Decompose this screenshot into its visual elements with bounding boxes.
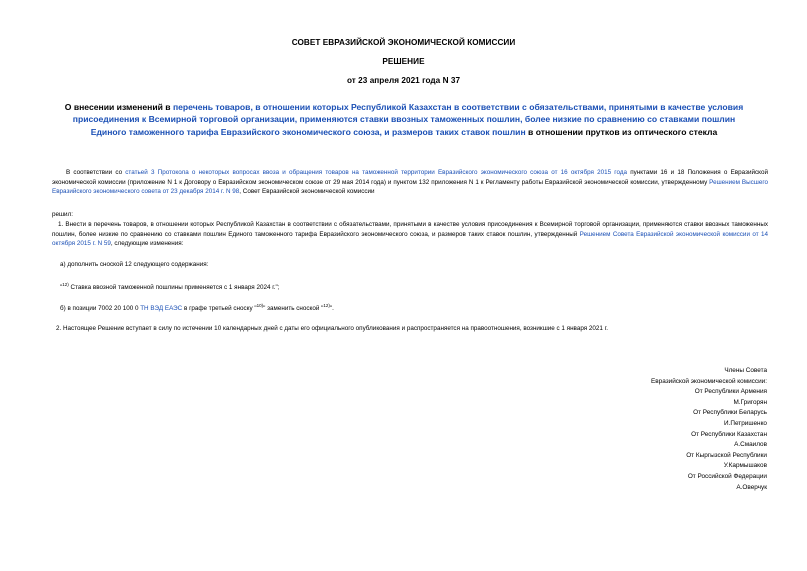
sub-item-b-text-1: б) в позиции 7002 20 100 0	[60, 305, 141, 313]
new-footnote-ref: 12)	[323, 303, 330, 308]
title-link-goods-list[interactable]: перечень товаров, в отношении которых Республикой Казахстан в соответствии с обязательствами, принятыми в качестве условия присоединения к Всемирной торговой организации, применяются ставки ввозных таможенных пошлин, более низкие по сравнению со ставками пошлин Единого таможенного тарифа Евразийского экономического союза, и размеров таких ставок пошлин	[72, 102, 744, 137]
preamble-paragraph	[52, 168, 768, 197]
signature-line: А.Оверчук	[736, 483, 767, 491]
council-decision-59-link[interactable]: Решением Совета Евразийской экономической комиссии от 14 октября 2015 г. N 59	[52, 230, 768, 248]
signature-block	[651, 366, 767, 493]
sub-item-a: а) дополнить сноской 12 следующего содержания:	[60, 261, 209, 268]
signature-line: От Российской Федерации	[687, 472, 767, 480]
item-1-text-1: 1. Внести в перечень товаров, в отношении которых Республикой Казахстан в соответствии с обязательствами, принятыми в качестве условия присоединения к Всемирной торговой организации, применяются ставки ввозных таможенных пошлин, более низкие по сравнению со ставками пошлин Единого таможенного тарифа Евразийского экономического союза, и размеров таких ставок пошлин, утвержденный	[52, 221, 768, 238]
document-date-number: от 23 апреля 2021 года N 37	[346, 76, 461, 85]
preamble-text-3: , Совет Евразийской экономической комиссии	[239, 188, 375, 196]
sub-item-b	[60, 301, 334, 313]
title-text-end: в отношении прутков из оптического стекла	[525, 126, 718, 137]
signature-line: От Республики Казахстан	[691, 430, 767, 438]
signature-line: От Республики Армения	[694, 388, 767, 396]
document-title	[64, 101, 744, 138]
footnote-number: 12)	[62, 282, 69, 287]
item-1-paragraph	[52, 220, 768, 249]
signature-line: И.Петришенко	[724, 419, 767, 427]
preamble-text-1: В соответствии со	[66, 169, 126, 176]
signature-line: От Республики Беларусь	[693, 409, 767, 417]
sub-item-b-text-4: ".	[329, 305, 334, 313]
old-footnote-ref: 10)	[256, 303, 264, 308]
decided-label: решил:	[52, 211, 73, 218]
footnote-quote: "	[60, 284, 63, 292]
title-text-start: О внесении изменений в	[64, 102, 173, 112]
supreme-council-decision-link[interactable]: Решением Высшего Евразийского экономического совета от 23 декабря 2014 г. N 98	[52, 178, 768, 196]
footnote-12-text	[60, 280, 279, 292]
item-1-text-2: , следующие изменения:	[110, 240, 184, 248]
protocol-article-link[interactable]: статьей 3 Протокола о некоторых вопросах ввоза и обращения товаров на таможенной территории Евразийского экономического союза от 16 октября 2015 года	[125, 169, 627, 176]
signature-line: Евразийской экономической комиссии:	[651, 377, 767, 385]
signature-line: М.Григорян	[733, 398, 767, 406]
signature-line: А.Смаилов	[734, 441, 767, 449]
preamble-text-2: пунктами 16 и 18 Положения о Евразийской экономической комиссии (приложение N 1 к Договору о Евразийском экономическом союзе от 29 мая 2014 года) и пунктом 132 приложения N 1 к Регламенту работы Евразийской экономической комиссии, утвержденному	[52, 169, 768, 186]
signature-line: У.Кармышаков	[723, 462, 767, 470]
tn-ved-link[interactable]: ТН ВЭД ЕАЭС	[140, 305, 183, 313]
footnote-body: Ставка ввозной таможенной пошлины применяется с 1 января 2024 г.";	[68, 284, 280, 292]
signature-line: Члены Совета	[724, 367, 767, 374]
item-2-paragraph: 2. Настоящее Решение вступает в силу по истечении 10 календарных дней с даты его официального опубликования и распространяется на правоотношения, возникшие с 1 января 2021 г.	[56, 325, 608, 332]
document-type: РЕШЕНИЕ	[382, 57, 425, 66]
signature-line: От Кыргызской Республики	[686, 451, 767, 459]
sub-item-b-text-2: в графе третьей сноску "	[182, 305, 257, 313]
council-name: СОВЕТ ЕВРАЗИЙСКОЙ ЭКОНОМИЧЕСКОЙ КОМИССИИ	[291, 38, 516, 47]
sub-item-b-text-3: " заменить сноской "	[263, 305, 324, 313]
